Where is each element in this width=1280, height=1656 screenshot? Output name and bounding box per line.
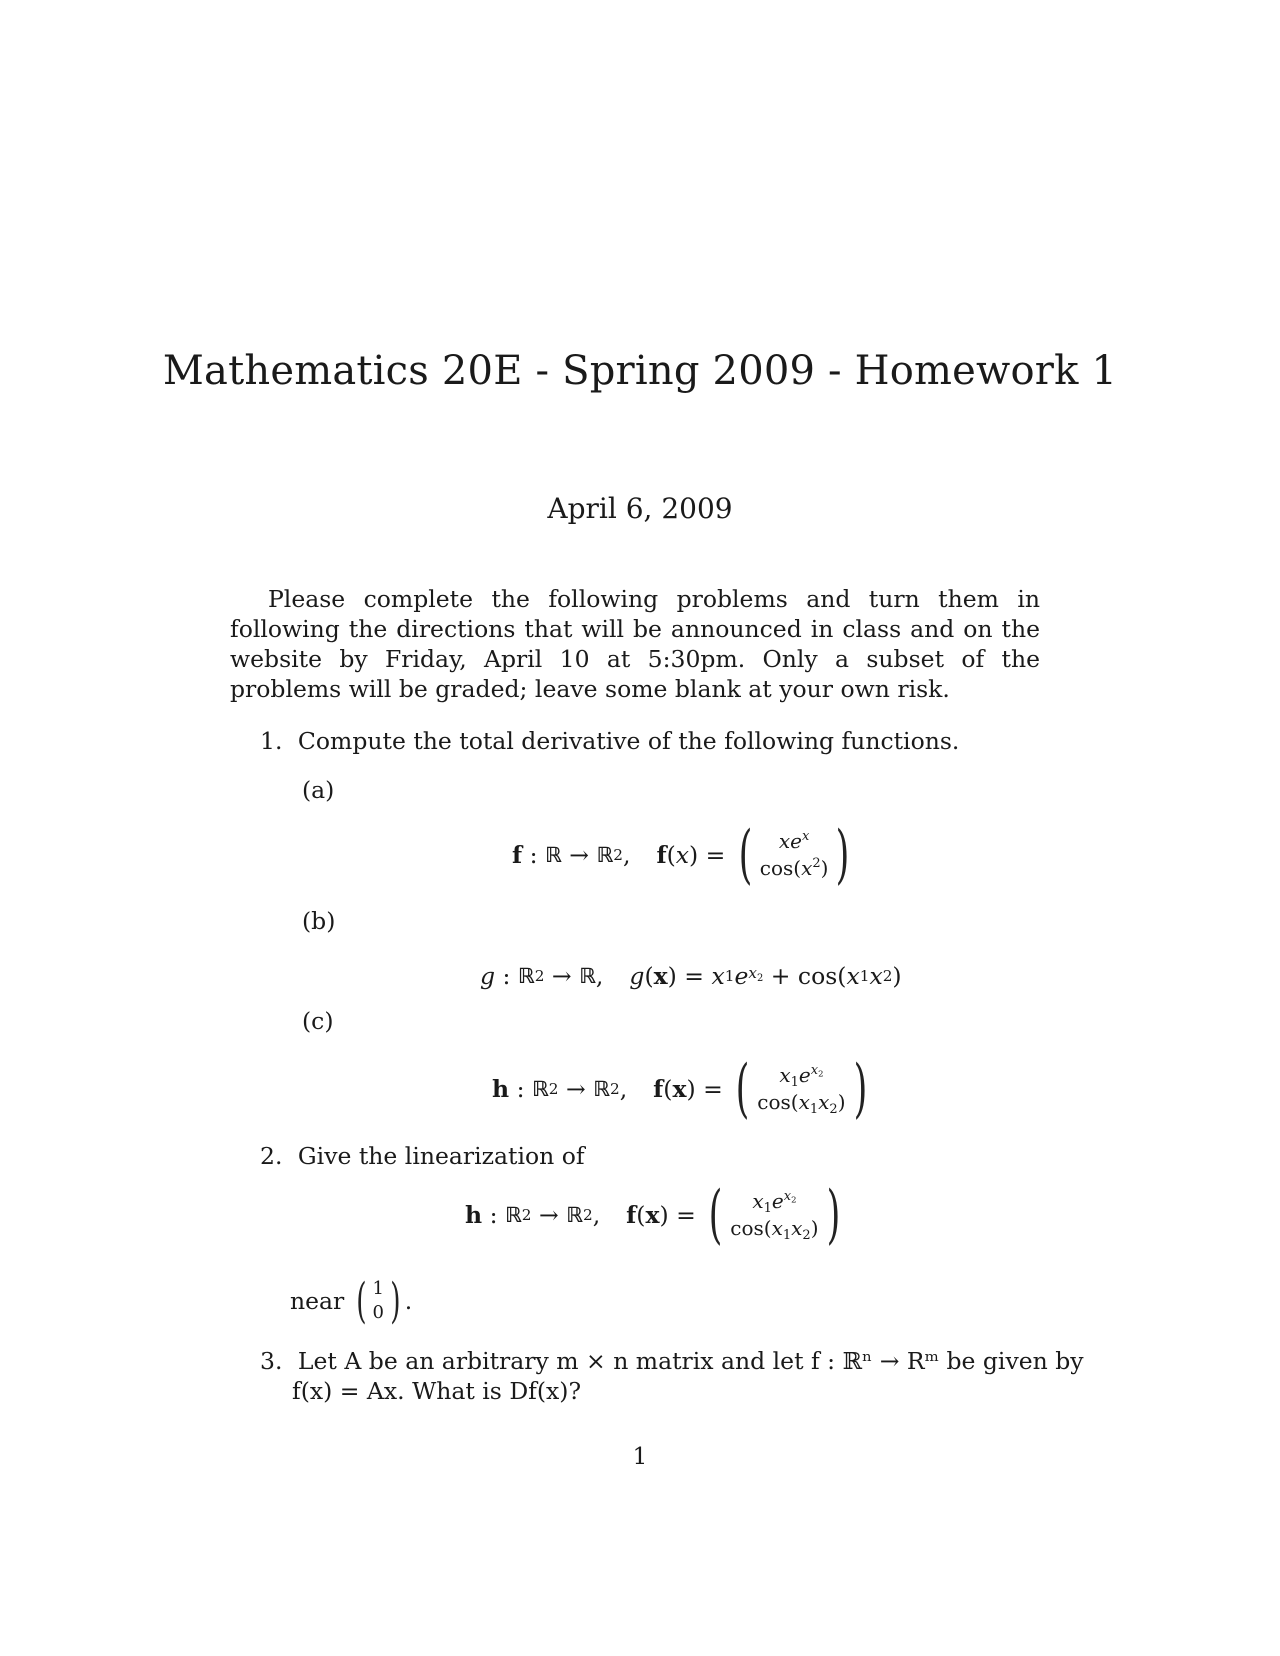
problem-text: Give the linearization of bbox=[297, 1142, 585, 1170]
problem-text: Compute the total derivative of the following functions. bbox=[297, 727, 960, 755]
problem-3 bbox=[260, 1346, 1084, 1376]
document-title: Mathematics 20E - Spring 2009 - Homework 1 bbox=[162, 348, 1118, 394]
equation-2: h : ℝ 2 → ℝ 2 , f ( x ) = ( $x_1e^{x_2}$ $\cos(x_1x_2)$ ) bbox=[465, 1178, 840, 1252]
near-label: near bbox=[290, 1287, 345, 1315]
problem-text-line-1: Let A be an arbitrary m × n matrix and let f : ℝⁿ → Rᵐ be given by bbox=[297, 1347, 1084, 1375]
problem-number: 2. bbox=[260, 1142, 283, 1170]
part-label-a: (a) bbox=[302, 776, 335, 804]
document-date: April 6, 2009 bbox=[547, 492, 733, 525]
intro-paragraph: Please complete the following problems and turn them in following the directions that will be announced in class and on the website by Friday, April 10 at 5:30pm. Only a subset of the problems will be graded; leave some blank at your own risk. bbox=[230, 585, 1040, 703]
page-number: 1 bbox=[632, 1444, 648, 1470]
near-point: near ( 1 0 ) . bbox=[290, 1273, 413, 1329]
problem-number: 3. bbox=[260, 1347, 283, 1375]
problem-number: 1. bbox=[260, 727, 283, 755]
problem-1 bbox=[260, 726, 959, 756]
equation-1b: g : ℝ 2 → ℝ , g ( x ) = x 1 e $x_2$ + cos( x 1 x 2 ) bbox=[480, 962, 902, 990]
part-label-b: (b) bbox=[302, 907, 336, 935]
problem-2 bbox=[260, 1141, 585, 1171]
equation-1c: h : ℝ 2 → ℝ 2 , f ( x ) = ( $x_1e^{x_2}$ $\cos(x_1x_2)$ ) bbox=[492, 1052, 867, 1126]
problem-text-line-2: f(x) = Ax. What is Df(x)? bbox=[292, 1377, 582, 1405]
part-label-c: (c) bbox=[302, 1007, 334, 1035]
equation-1a: f : ℝ → ℝ 2 , f ( x ) = ( $xe^x$ $\cos(x^2)$ ) bbox=[512, 818, 850, 892]
